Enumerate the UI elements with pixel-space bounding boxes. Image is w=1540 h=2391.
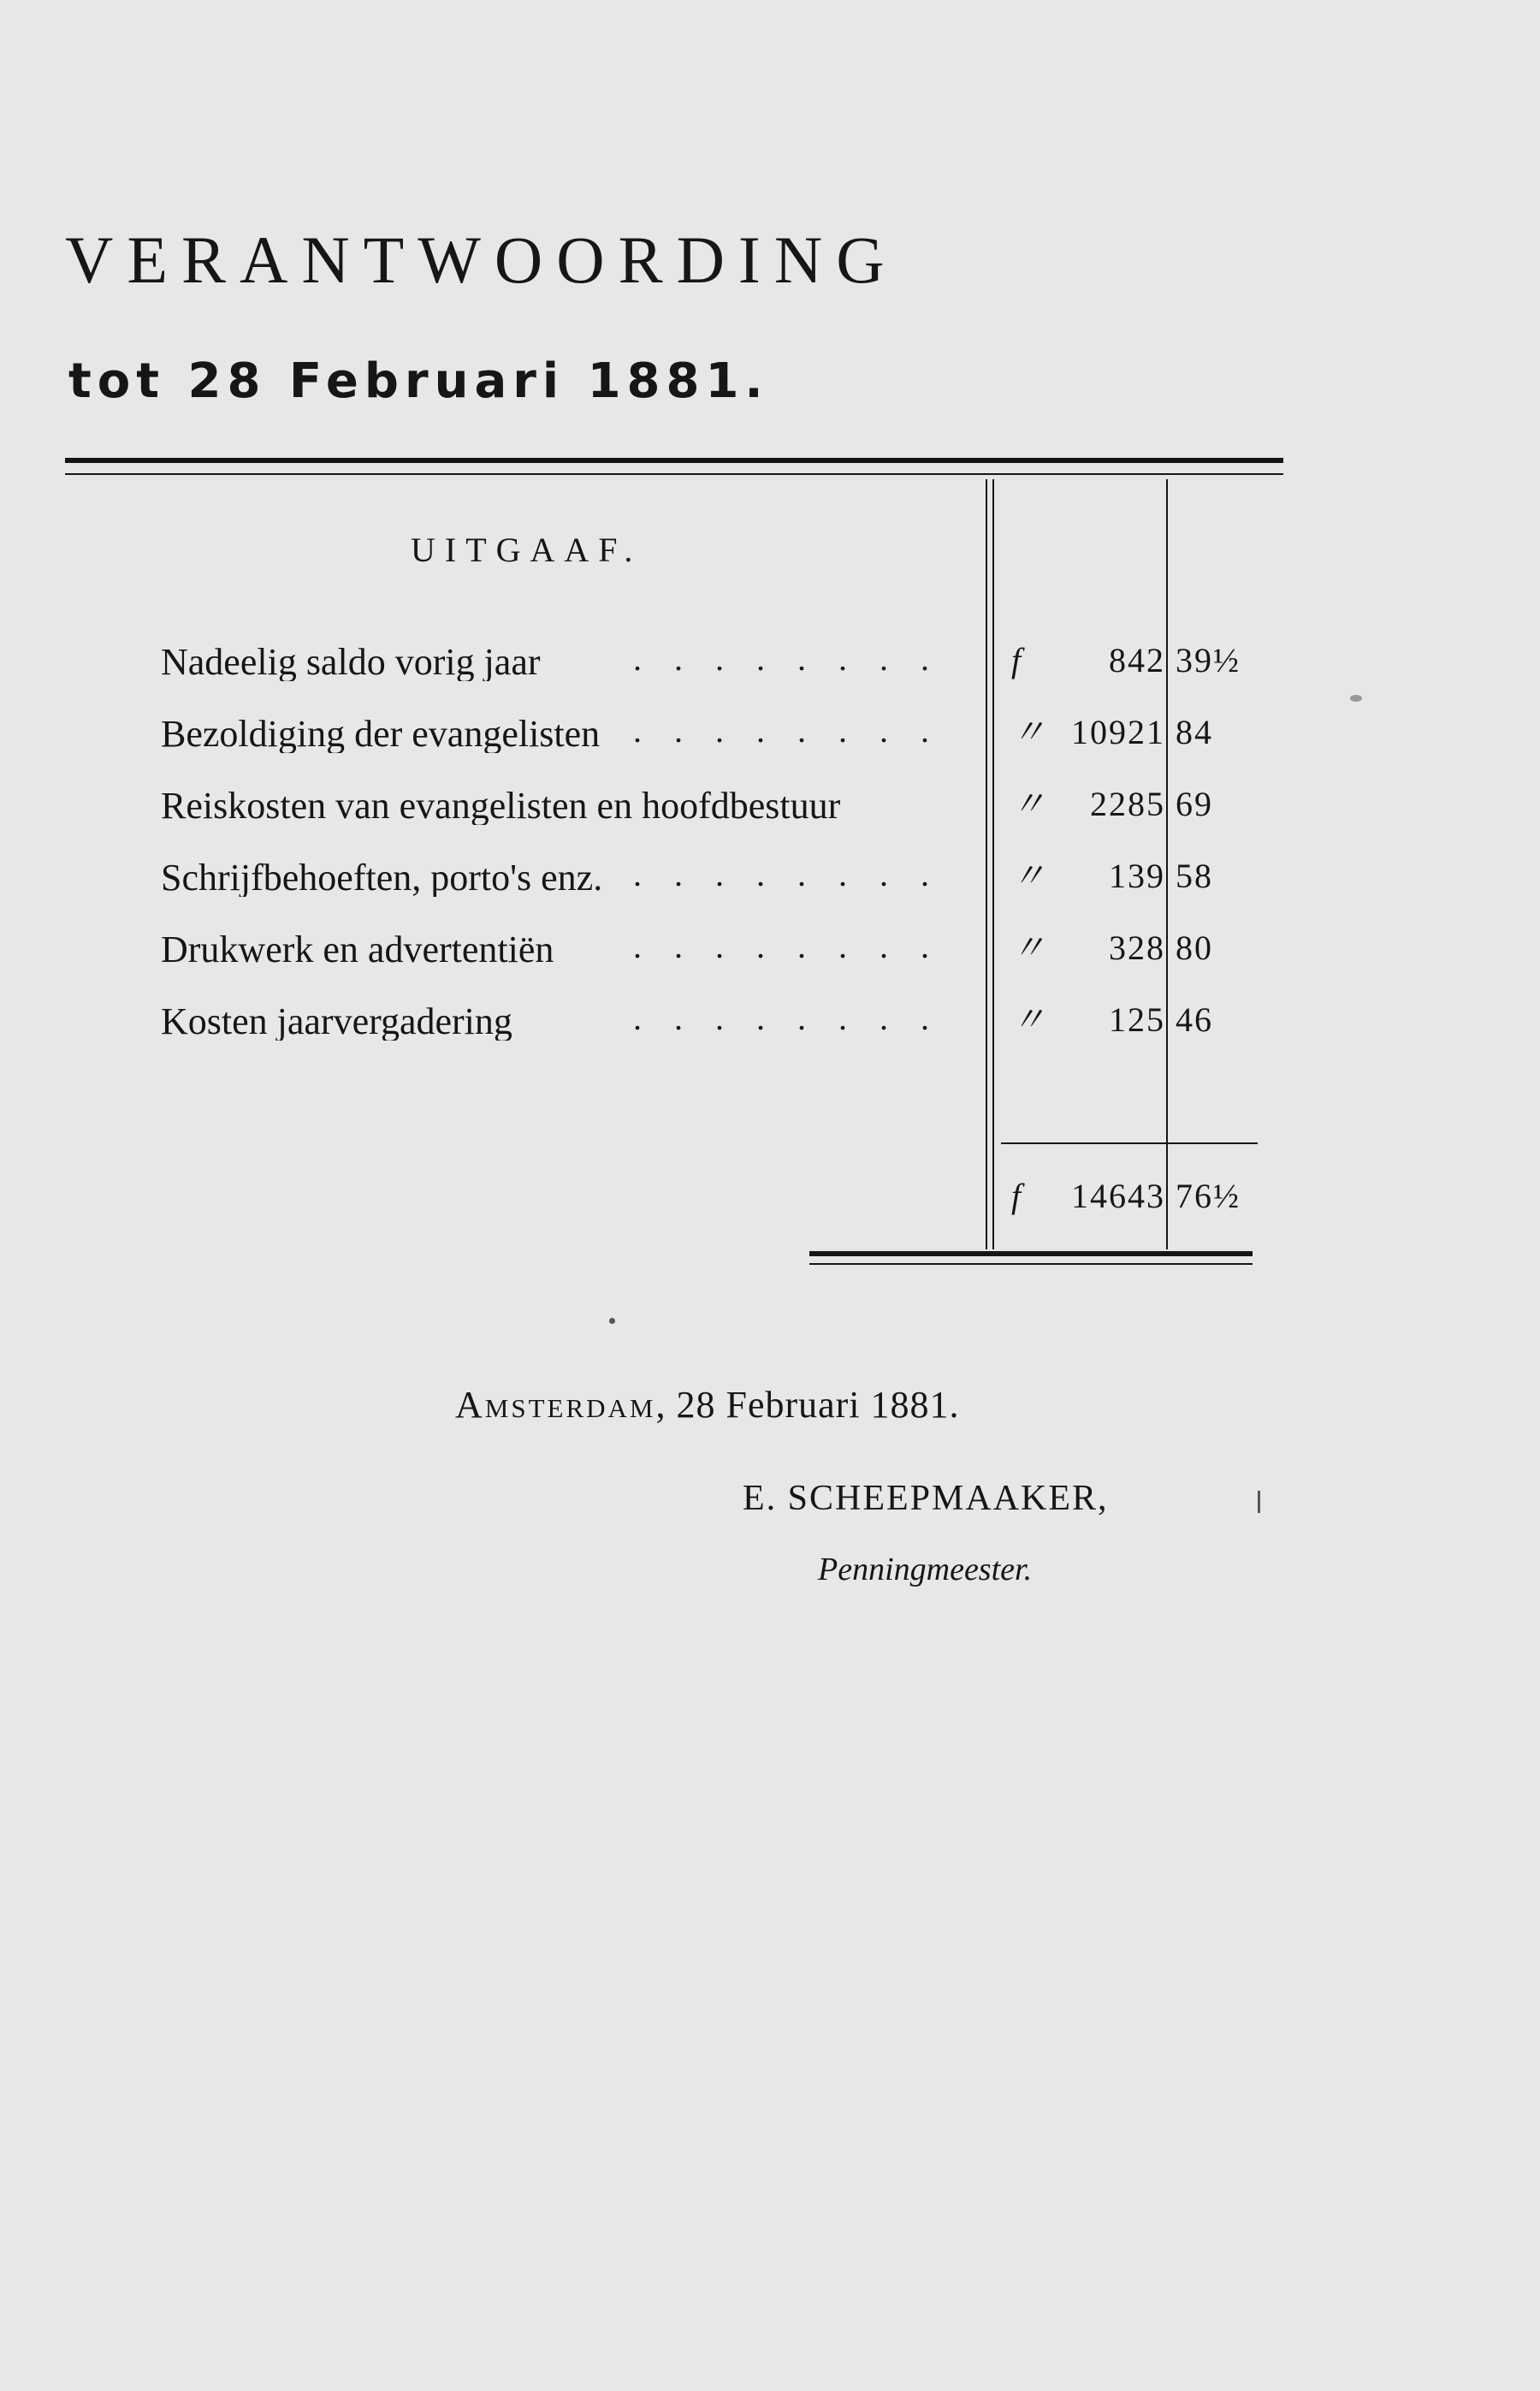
subtotal-rule	[1001, 1142, 1258, 1144]
row-currency: 〃	[1011, 713, 1045, 751]
total-guilders: 14643	[1071, 1177, 1165, 1215]
row-label: Schrijfbehoeften, porto's enz.	[161, 859, 611, 897]
column-rule-cents	[1166, 479, 1168, 1249]
row-currency: 〃	[1011, 1000, 1045, 1039]
column-rule-left-2	[992, 479, 994, 1249]
row-guilders: 139	[1109, 857, 1165, 895]
row-cents: 69	[1176, 785, 1213, 823]
signer-role: Penningmeester.	[818, 1551, 1033, 1587]
row-guilders: 2285	[1090, 785, 1165, 823]
document-subtitle: tot 28 Februari 1881.	[68, 353, 769, 409]
place-date	[455, 1386, 960, 1424]
header-rule-thin	[65, 473, 1283, 475]
leader-dots: . . . . . . . .	[633, 714, 941, 748]
row-guilders: 842	[1109, 641, 1165, 679]
row-label: Reiskosten van evangelisten en hoofdbestuur	[161, 787, 849, 825]
row-label: Drukwerk en advertentiën	[161, 931, 562, 969]
row-currency: 〃	[1011, 857, 1045, 895]
scan-speck	[1350, 695, 1362, 702]
date-text: , 28 Februari 1881.	[655, 1384, 960, 1426]
closing-rule-thin	[809, 1263, 1253, 1265]
document-title: VERANTWOORDING	[65, 222, 898, 297]
row-cents: 39½	[1176, 641, 1241, 679]
row-guilders: 125	[1109, 1000, 1165, 1039]
header-rule-thick	[65, 458, 1283, 463]
row-label: Bezoldiging der evangelisten	[161, 715, 608, 753]
signer-name: E. SCHEEPMAAKER,	[743, 1479, 1109, 1518]
row-cents: 84	[1176, 713, 1213, 751]
row-cents: 80	[1176, 929, 1213, 967]
total-currency: f	[1011, 1177, 1022, 1215]
row-guilders: 10921	[1071, 713, 1165, 751]
row-cents: 46	[1176, 1000, 1213, 1039]
column-rule-left-1	[986, 479, 987, 1249]
row-currency: 〃	[1011, 929, 1045, 967]
row-currency: 〃	[1011, 785, 1045, 823]
leader-dots: . . . . . . . .	[633, 1001, 941, 1035]
row-label: Kosten jaarvergadering	[161, 1003, 521, 1041]
place-name: Amsterdam	[455, 1384, 656, 1426]
leader-dots: . . . . . . . .	[633, 929, 941, 964]
scan-speck	[609, 1318, 615, 1324]
scan-speck	[1258, 1491, 1260, 1513]
row-label: Nadeelig saldo vorig jaar	[161, 644, 549, 681]
closing-rule-thick	[809, 1251, 1253, 1256]
total-cents: 76½	[1176, 1177, 1241, 1215]
leader-dots: . . . . . . . .	[633, 642, 941, 676]
row-cents: 58	[1176, 857, 1213, 895]
leader-dots: . . . . . . . .	[633, 857, 941, 892]
section-heading: UITGAAF.	[411, 531, 643, 569]
row-guilders: 328	[1109, 929, 1165, 967]
row-currency: f	[1011, 641, 1022, 679]
